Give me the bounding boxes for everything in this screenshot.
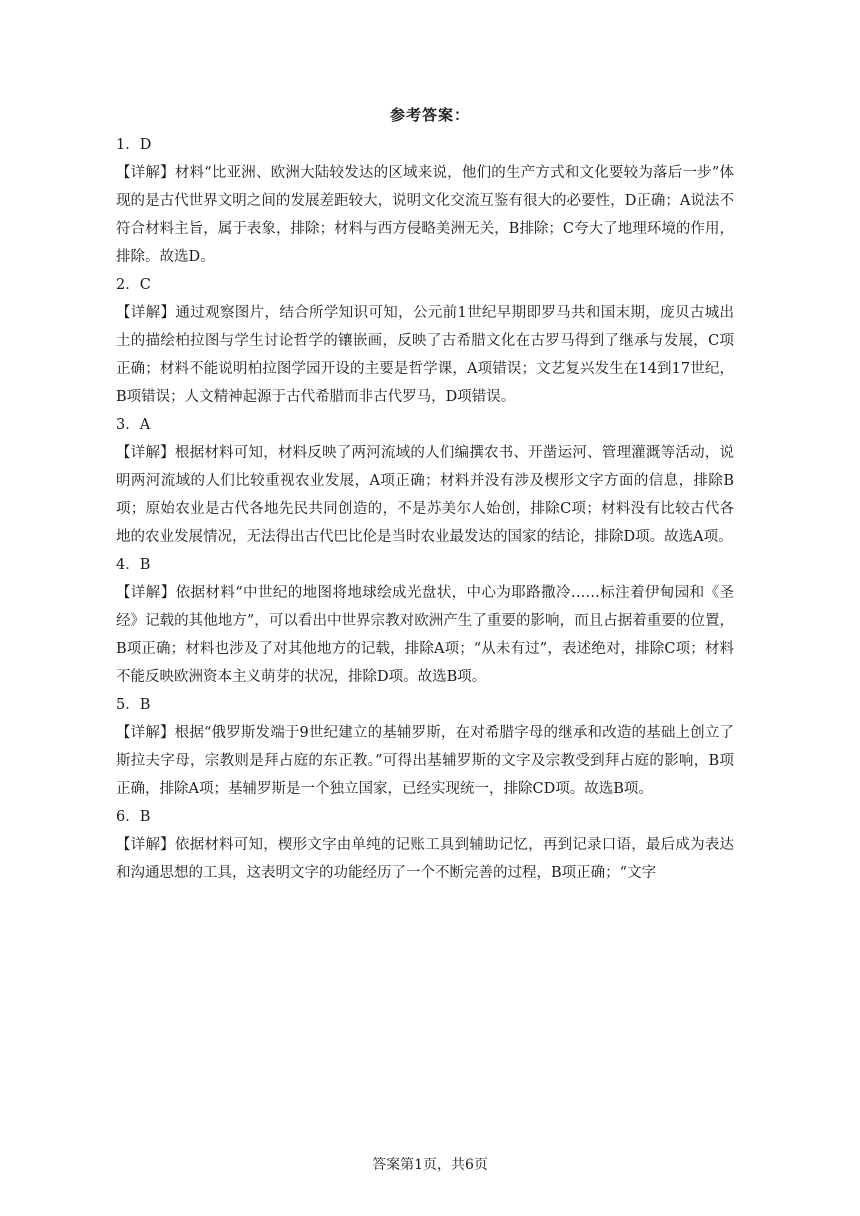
detail-tag: 【详解】 [116,445,175,461]
answer-detail-text: 根据材料可知，材料反映了两河流域的人们编撰农书、开凿运河、管理灌溉等活动，说明两河流域的人们比较重视农业发展，A项正确；材料并没有涉及楔形文字方面的信息，排除B项；原始农业是古代各地先民共同创造的，不是苏美尔人始创，排除C项；材料没有比较古代各地的农业发展情况，无法得出古代巴比伦是当时农业最发达的国家的结论，排除D项。故选A项。 [116,445,735,545]
answer-number: 2．C [116,277,151,293]
answer-number: 1．D [116,137,152,153]
detail-tag: 【详解】 [116,585,176,601]
answer-detail-text: 根据“俄罗斯发端于9世纪建立的基辅罗斯，在对希腊字母的继承和改造的基础上创立了斯拉夫字母，宗教则是拜占庭的东正教。”可得出基辅罗斯的文字及宗教受到拜占庭的影响，B项正确，排除A项；基辅罗斯是一个独立国家，已经实现统一，排除CD项。故选B项。 [116,725,734,797]
answer-detail [116,579,734,691]
answer-detail [116,719,734,803]
detail-tag: 【详解】 [116,165,175,181]
answer-detail-text: 依据材料“中世纪的地图将地球绘成光盘状，中心为耶路撒冷……标注着伊甸园和《圣经》记载的其他地方”，可以看出中世界宗教对欧洲产生了重要的影响，而且占据着重要的位置，B项正确；材料也涉及了对其他地方的记载，排除A项；“从未有过”，表述绝对，排除C项；材料不能反映欧洲资本主义萌芽的状况，排除D项。故选B项。 [116,585,734,685]
answer-number: 5．B [116,697,151,713]
detail-tag: 【详解】 [116,725,175,741]
answer-number: 4．B [116,557,151,573]
answer-detail [116,439,734,551]
answer-detail-text: 通过观察图片，结合所学知识可知，公元前1世纪早期即罗马共和国末期，庞贝古城出土的描绘柏拉图与学生讨论哲学的镶嵌画，反映了古希腊文化在古罗马得到了继承与发展，C项正确；材料不能说明柏拉图学园开设的主要是哲学课，A项错误；文艺复兴发生在14到17世纪，B项错误；人文精神起源于古代希腊而非古代罗马，D项错误。 [116,305,735,405]
answer-number: 3．A [116,417,151,433]
answer-detail-text: 材料“比亚洲、欧洲大陆较发达的区域来说，他们的生产方式和文化要较为落后一步”体现的是古代世界文明之间的发展差距较大，说明文化交流互鉴有很大的必要性，D正确；A说法不符合材料主旨，属于表象，排除；材料与西方侵略美洲无关，B排除；C夸大了地理环境的作用，排除。故选D。 [116,165,734,265]
page-footer: 答案第1页，共6页 [372,1157,488,1173]
answer-number: 6．B [116,809,151,825]
answer-detail [116,831,734,887]
detail-tag: 【详解】 [116,837,175,853]
answer-detail [116,159,734,271]
answer-detail [116,299,734,411]
detail-tag: 【详解】 [116,305,176,321]
answer-list [116,131,734,887]
page-title: 参考答案： [389,106,470,124]
answer-detail-text: 依据材料可知，楔形文字由单纯的记账工具到辅助记忆，再到记录口语，最后成为表达和沟通思想的工具，这表明文字的功能经历了一个不断完善的过程，B项正确；“文字 [116,837,735,881]
